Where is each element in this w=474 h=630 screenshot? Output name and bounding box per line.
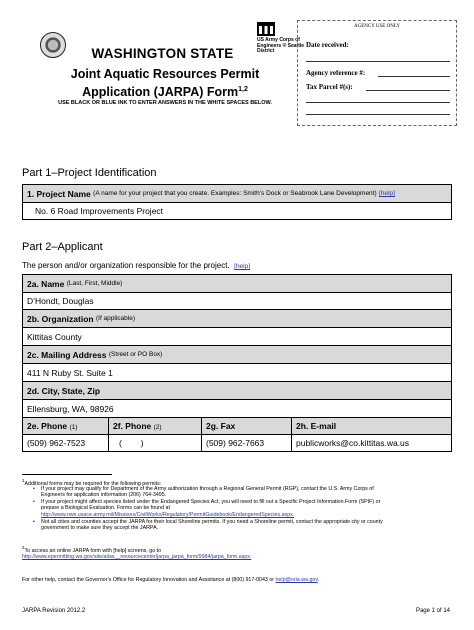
phone2-header: 2f. Phone (2) bbox=[113, 421, 162, 431]
name-field[interactable]: D’Hondt, Douglas bbox=[23, 293, 451, 310]
footnote-2: $^2$To access an online JARPA form with [help] screens, go to http://www.epermitting.wa.gov/site/alias__resourcecenter/jarpa_jarpa_form/9984/jarpa_form.aspx. bbox=[22, 545, 252, 561]
revision-label: JARPA Revision 2012.2 bbox=[22, 608, 86, 614]
mailing-hint: (Street or PO Box) bbox=[108, 351, 163, 358]
contact-header-row bbox=[23, 418, 451, 435]
agency-reference-field[interactable] bbox=[378, 76, 450, 77]
fax-header: 2g. Fax bbox=[206, 421, 236, 431]
ink-instructions: USE BLACK OR BLUE INK TO ENTER ANSWERS IN THE WHITE SPACES BELOW. bbox=[58, 100, 272, 106]
project-name-header-row bbox=[23, 185, 451, 203]
part1-table bbox=[22, 184, 452, 220]
agency-reference-label: Agency reference #: bbox=[306, 69, 366, 77]
org-field[interactable]: Kittitas County bbox=[23, 328, 451, 346]
city-header-row bbox=[23, 382, 451, 400]
footnote-bullet-3: • bbox=[33, 519, 35, 525]
part2-heading: Part 2–Applicant bbox=[22, 241, 103, 253]
project-name-label: 1. Project Name bbox=[27, 188, 91, 199]
name-header-row bbox=[23, 275, 451, 293]
date-received-field[interactable] bbox=[306, 61, 450, 62]
corps-castle-logo bbox=[257, 22, 275, 36]
phone2-field[interactable]: ( ) bbox=[119, 438, 144, 448]
project-name-hint: (A name for your project that you create. Examples: Smith’s Dock or Seabrook Lane Development) bbox=[93, 190, 377, 197]
corps-logo-text: US Army Corps of Engineers ® Seattle District bbox=[257, 37, 305, 54]
tax-parcel-label: Tax Parcel #(s): bbox=[306, 83, 353, 91]
form-title: Joint Aquatic Resources Permit Application (JARPA) Form$^{1,2}$ bbox=[70, 67, 260, 100]
footnote-bullet-1: • bbox=[33, 486, 35, 492]
footnote-bullet-3-text: Not all cities and counties accept the JARPA for their local Shoreline permits. If you need a Shoreline permit, contact the appropriate city or county government to make sure they accept the JARPA. bbox=[41, 519, 383, 532]
email-field[interactable]: publicworks@co.kittitas.wa.us bbox=[296, 438, 410, 448]
tax-parcel-field-3[interactable] bbox=[306, 114, 450, 115]
phone1-field[interactable]: (509) 962-7523 bbox=[27, 438, 86, 448]
other-help-text: For other help, contact the Governor’s Office for Regulatory Innovation and Assistance at (800) 917-0043 or help@oria.wa.gov. bbox=[22, 577, 320, 583]
online-jarpa-link[interactable]: http://www.epermitting.wa.gov/site/alias__resourcecenter/jarpa_jarpa_form/9984/jarpa_form.aspx. bbox=[22, 554, 252, 561]
page-number: Page 1 of 14 bbox=[415, 608, 450, 614]
footnote-bullet-2-text: If your project might affect species listed under the Endangered Species Act, you will need to fill out a Specific Project Information Form (SPIF) or prepare a Biological Evaluation. Forms can be found at http://www.nws.usace.army.mil/Missions/CivilWorks/Regulatory/PermitGuidebook/EndangeredSpecies.aspx. bbox=[41, 499, 381, 518]
oria-email-link[interactable]: help@oria.wa.gov bbox=[275, 577, 318, 583]
fax-field[interactable]: (509) 962-7663 bbox=[206, 438, 265, 448]
phone1-header: 2e. Phone (1) bbox=[27, 421, 78, 431]
footnote-1-intro: $^1$Additional forms may be required for the following permits: bbox=[22, 478, 162, 487]
mailing-label: 2c. Mailing Address bbox=[27, 349, 107, 360]
footnote-bullet-2: • bbox=[33, 499, 35, 505]
tax-parcel-field-2[interactable] bbox=[306, 102, 450, 103]
email-header: 2h. E-mail bbox=[296, 421, 337, 431]
project-name-help-link[interactable]: [help] bbox=[379, 190, 395, 197]
footnote-bullet-1-text: If your project may qualify for Department of the Army authorization through a Regional General Permit (RGP), contact the U.S. Army Corps of Engineers for application information (206) 764-3495. bbox=[41, 486, 374, 499]
part1-heading: Part 1–Project Identification bbox=[22, 167, 157, 179]
name-hint: (Last, First, Middle) bbox=[66, 280, 123, 287]
endangered-species-link[interactable]: http://www.nws.usace.army.mil/Missions/CivilWorks/Regulatory/PermitGuidebook/EndangeredSpecies.aspx. bbox=[41, 511, 295, 518]
city-field[interactable]: Ellensburg, WA, 98926 bbox=[23, 400, 451, 418]
part2-description: The person and/or organization responsible for the project. [help] bbox=[22, 261, 251, 270]
project-name-field[interactable]: No. 6 Road Improvements Project bbox=[35, 206, 164, 216]
state-title: WASHINGTON STATE bbox=[91, 46, 234, 61]
date-received-label: Date received: bbox=[306, 41, 349, 49]
org-label: 2b. Organization bbox=[27, 313, 94, 324]
org-header-row bbox=[23, 310, 451, 328]
contact-values-row bbox=[23, 435, 451, 452]
part2-help-link[interactable]: [help] bbox=[234, 263, 251, 270]
org-hint: (If applicable) bbox=[95, 315, 135, 322]
mailing-field[interactable]: 411 N Ruby St. Suite 1 bbox=[23, 364, 451, 382]
tax-parcel-field-1[interactable] bbox=[366, 90, 450, 91]
name-label: 2a. Name bbox=[27, 278, 65, 289]
applicant-table bbox=[22, 274, 452, 452]
footnote-rule bbox=[22, 474, 112, 475]
mailing-header-row bbox=[23, 346, 451, 364]
agency-use-heading: AGENCY USE ONLY bbox=[354, 24, 400, 29]
agency-use-box bbox=[297, 20, 457, 126]
city-label: 2d. City, State, Zip bbox=[27, 385, 101, 396]
